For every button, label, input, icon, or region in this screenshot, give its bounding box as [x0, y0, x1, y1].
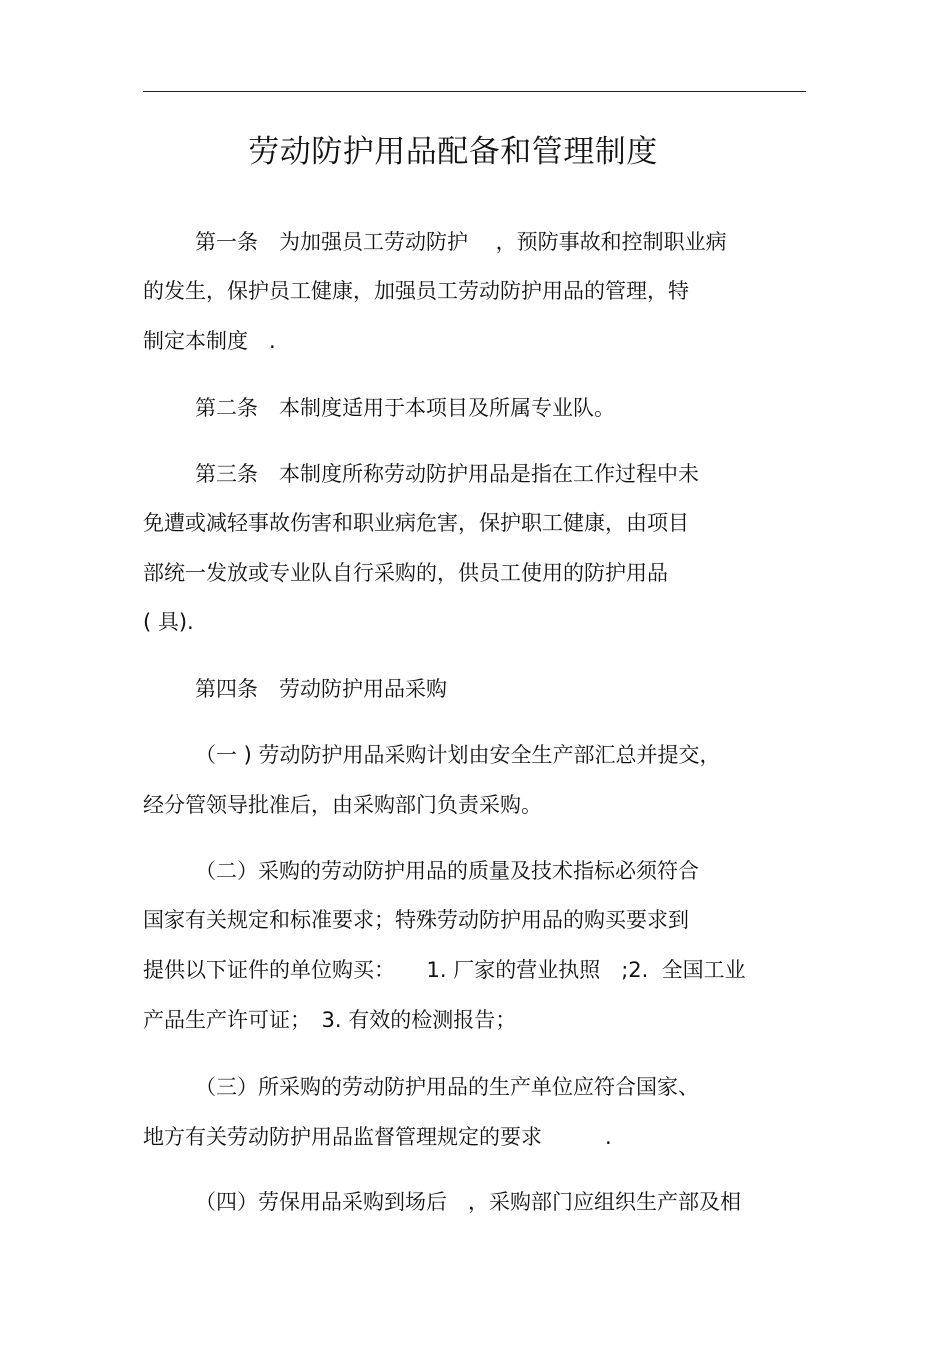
body-line: 制定本制度 . — [143, 329, 276, 353]
body-line: 提供以下证件的单位购买： 1. 厂家的营业执照 ;2. 全国工业 — [143, 958, 746, 982]
body-line: 第三条 本制度所称劳动防护用品是指在工作过程中未 — [195, 462, 699, 486]
body-line: 经分管领导批准后，由采购部门负责采购。 — [143, 793, 542, 817]
body-line: 第四条 劳动防护用品采购 — [195, 677, 447, 701]
body-line: 免遭或减轻事故伤害和职业病危害，保护职工健康，由项目 — [143, 511, 689, 535]
top-rule — [143, 91, 806, 92]
body-line: ( 具). — [143, 610, 194, 634]
body-line: 部统一发放或专业队自行采购的，供员工使用的防护用品 — [143, 561, 668, 585]
body-line: 国家有关规定和标准要求；特殊劳动防护用品的购买要求到 — [143, 908, 689, 932]
body-line: 产品生产许可证； 3. 有效的检测报告； — [143, 1008, 517, 1032]
body-line: （四）劳保用品采购到场后 ，采购部门应组织生产部及相 — [195, 1190, 741, 1214]
body-line: （二）采购的劳动防护用品的质量及技术指标必须符合 — [195, 859, 699, 883]
body-line: （一 ) 劳动防护用品采购计划由安全生产部汇总并提交， — [195, 743, 721, 767]
body-line: 第二条 本制度适用于本项目及所属专业队。 — [195, 396, 615, 420]
body-line: 地方有关劳动防护用品监督管理规定的要求 . — [143, 1125, 612, 1149]
body-line: （三）所采购的劳动防护用品的生产单位应符合国家、 — [195, 1075, 699, 1099]
document-title: 劳动防护用品配备和管理制度 — [248, 134, 658, 170]
body-line: 第一条 为加强员工劳动防护 ，预防事故和控制职业病 — [195, 230, 727, 254]
body-line: 的发生，保护员工健康，加强员工劳动防护用品的管理，特 — [143, 279, 689, 303]
